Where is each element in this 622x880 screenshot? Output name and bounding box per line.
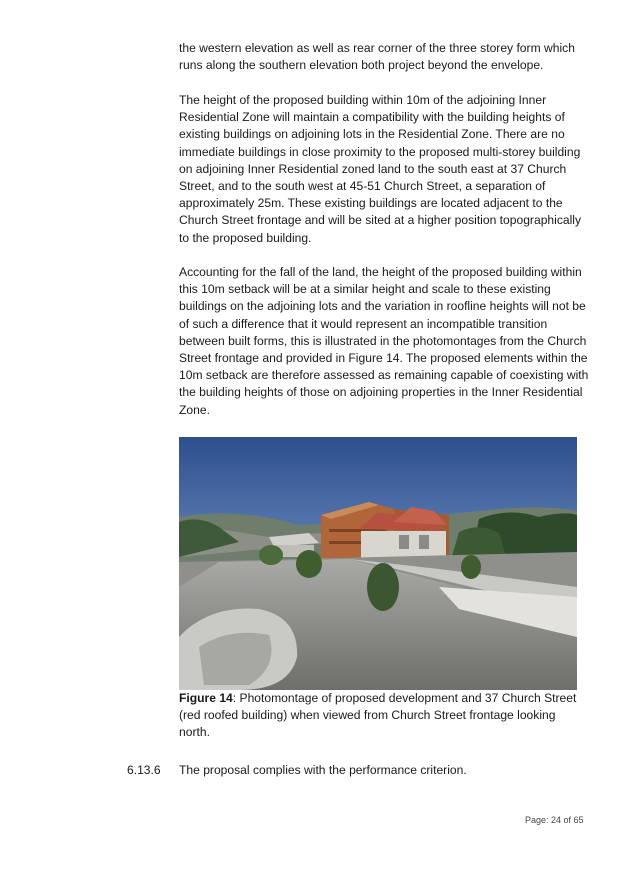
photomontage-image (179, 437, 577, 690)
paragraph-land-fall: Accounting for the fall of the land, the height of the proposed building within this 10m setback will be at a similar height and scale to these existing buildings on the adjoining lots and the variation in roofline heights will not be of such a difference that it would represent an incompatible transition between built forms, this is illustrated in the photomontages from the Church Street frontage and provided in Figure 14. The proposed elements within the 10m setback are therefore assessed as remaining capable of coexisting with the building heights of those on adjoining properties in the Inner Residential Zone. (179, 265, 589, 417)
paragraph-building-height: The height of the proposed building within 10m of the adjoining Inner Residential Zone will maintain a compatibility with the building heights of existing buildings on adjoining lots in the Residential Zone. There are no immediate buildings in close proximity to the proposed multi-storey building on adjoining Inner Residential zoned land to the south east at 37 Church Street, and to the south west at 45-51 Church Street, a separation of approximately 25m. These existing buildings are located adjacent to the Church Street frontage and will be sited at a higher position topographically to the proposed building. (179, 93, 582, 245)
photomontage-illustration (179, 437, 577, 690)
clause-text: The proposal complies with the performance criterion. (179, 763, 467, 777)
paragraph-continuation: the western elevation as well as rear corner of the three storey form which runs along the southern elevation both project beyond the envelope. (179, 41, 575, 73)
page-number: Page: 24 of 65 (525, 815, 584, 825)
figure-caption (179, 690, 579, 742)
clause-number: 6.13.6 (127, 763, 161, 777)
figure-label: Figure 14 (179, 691, 233, 705)
figure-caption-text: : Photomontage of proposed development and 37 Church Street (red roofed building) when viewed from Church Street frontage looking north. (179, 691, 577, 740)
